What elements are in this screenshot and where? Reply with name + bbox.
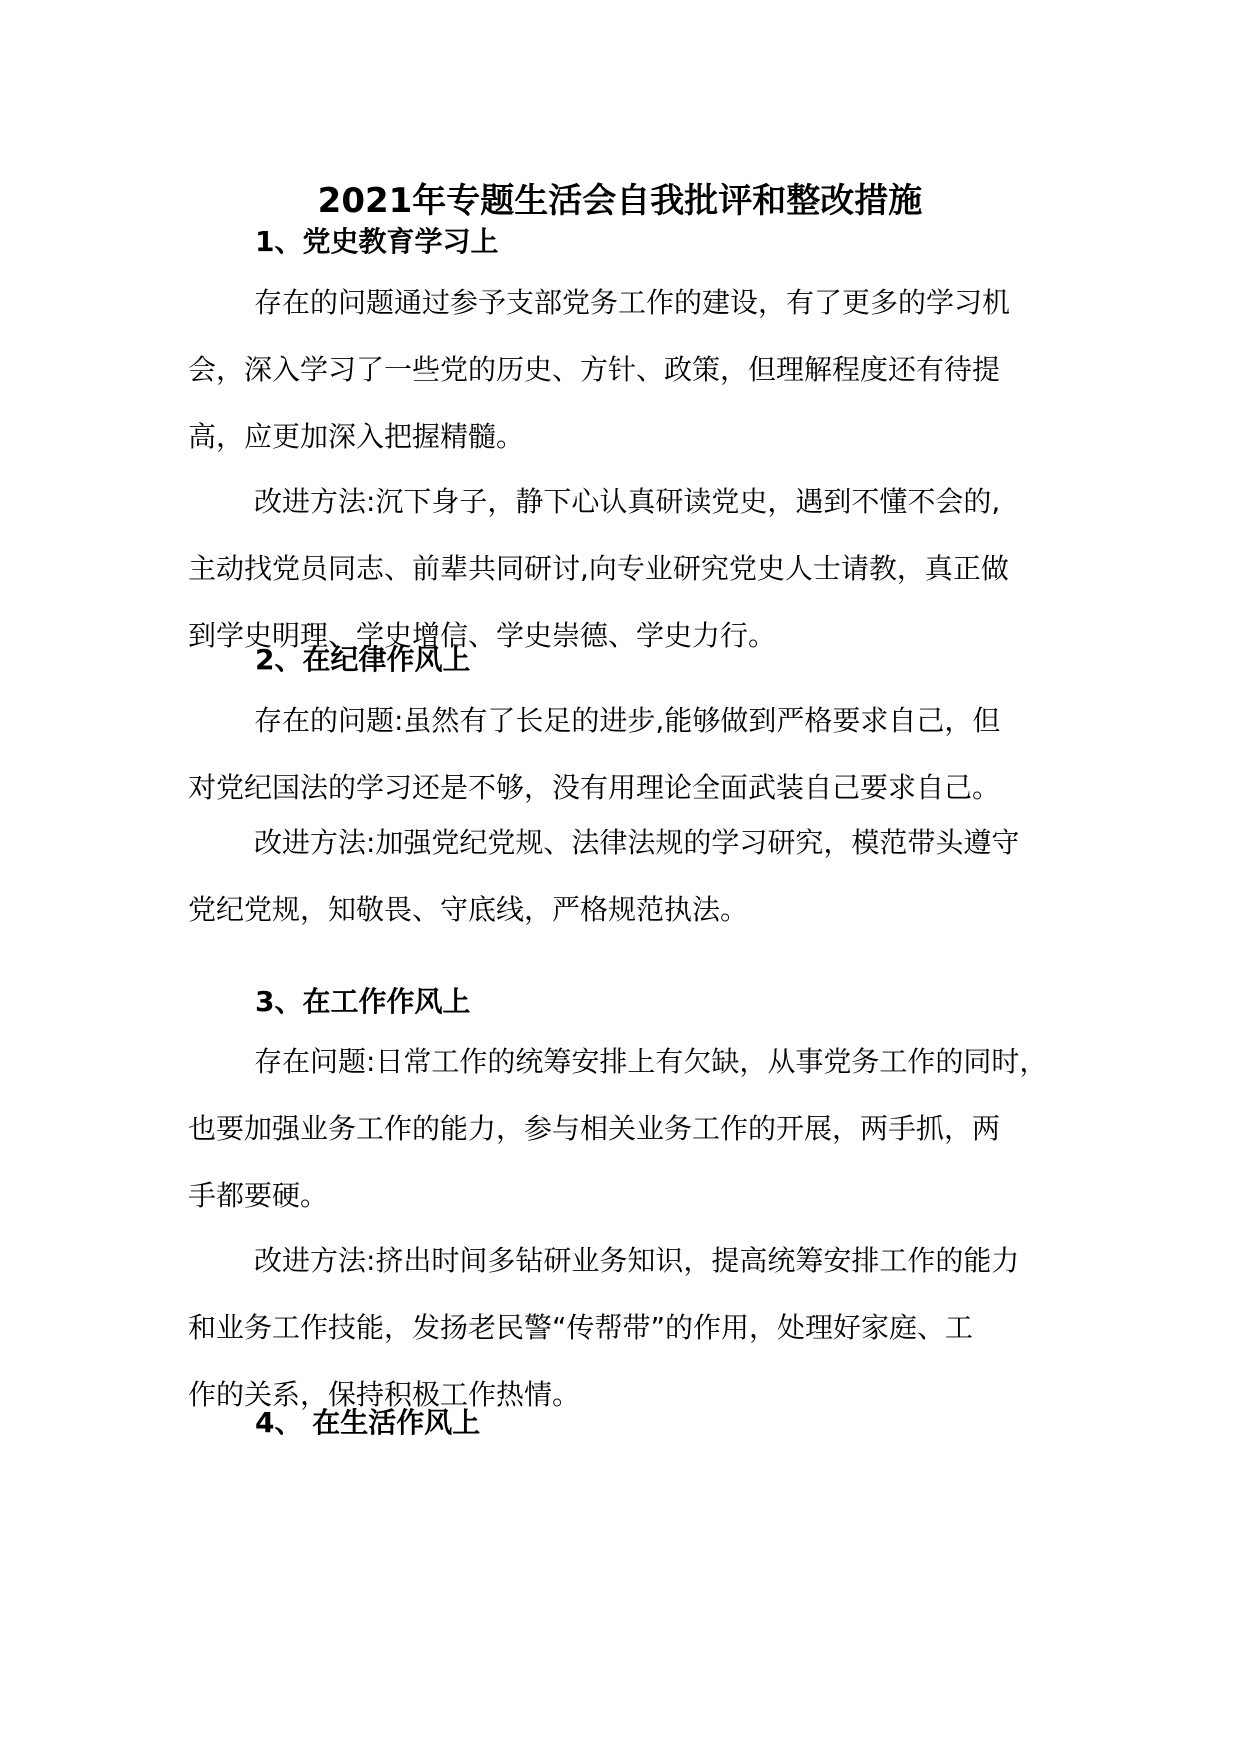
document-title: 2021年专题生活会自我批评和整改措施 <box>317 181 923 221</box>
section-3-paragraph-1: 存在问题:日常工作的统筹安排上有欠缺，从事党务工作的同时， 也要加强业务工作的能力，参与相关业务工作的开展，两手抓，两 手都要硬。 <box>188 1045 1048 1212</box>
section-1-paragraph-1: 存在的问题通过参予支部党务工作的建设，有了更多的学习机 会，深入学习了一些党的历史、方针、政策，但理解程度还有待提 高，应更加深入把握精髓。 <box>188 286 1011 453</box>
section-1-paragraph-2: 改进方法:沉下身子，静下心认真研读党史，遇到不懂不会的, 主动找党员同志、前辈共同研讨,向专业研究党史人士请教，真正做 到学史明理、学史增信、学史崇德、学史力行。 <box>188 485 1009 652</box>
section-2-paragraph-2: 改进方法:加强党纪党规、法律法规的学习研究，模范带头遵守 党纪党规，知敬畏、守底线，严格规范执法。 <box>188 826 1020 926</box>
section-heading-3: 3、在工作作风上 <box>255 985 471 1018</box>
section-heading-4: 4、 在生活作风上 <box>255 1406 481 1439</box>
section-heading-1: 1、党史教育学习上 <box>255 225 499 258</box>
section-heading-2: 2、在纪律作风上 <box>255 643 471 676</box>
section-2-paragraph-1: 存在的问题:虽然有了长足的进步,能够做到严格要求自己，但 对党纪国法的学习还是不够，没有用理论全面武装自己要求自己。 <box>188 704 1001 804</box>
section-3-paragraph-2: 改进方法:挤出时间多钻研业务知识，提高统筹安排工作的能力 和业务工作技能，发扬老民警“传帮带”的作用，处理好家庭、工 作的关系，保持积极工作热情。 <box>188 1244 1020 1411</box>
